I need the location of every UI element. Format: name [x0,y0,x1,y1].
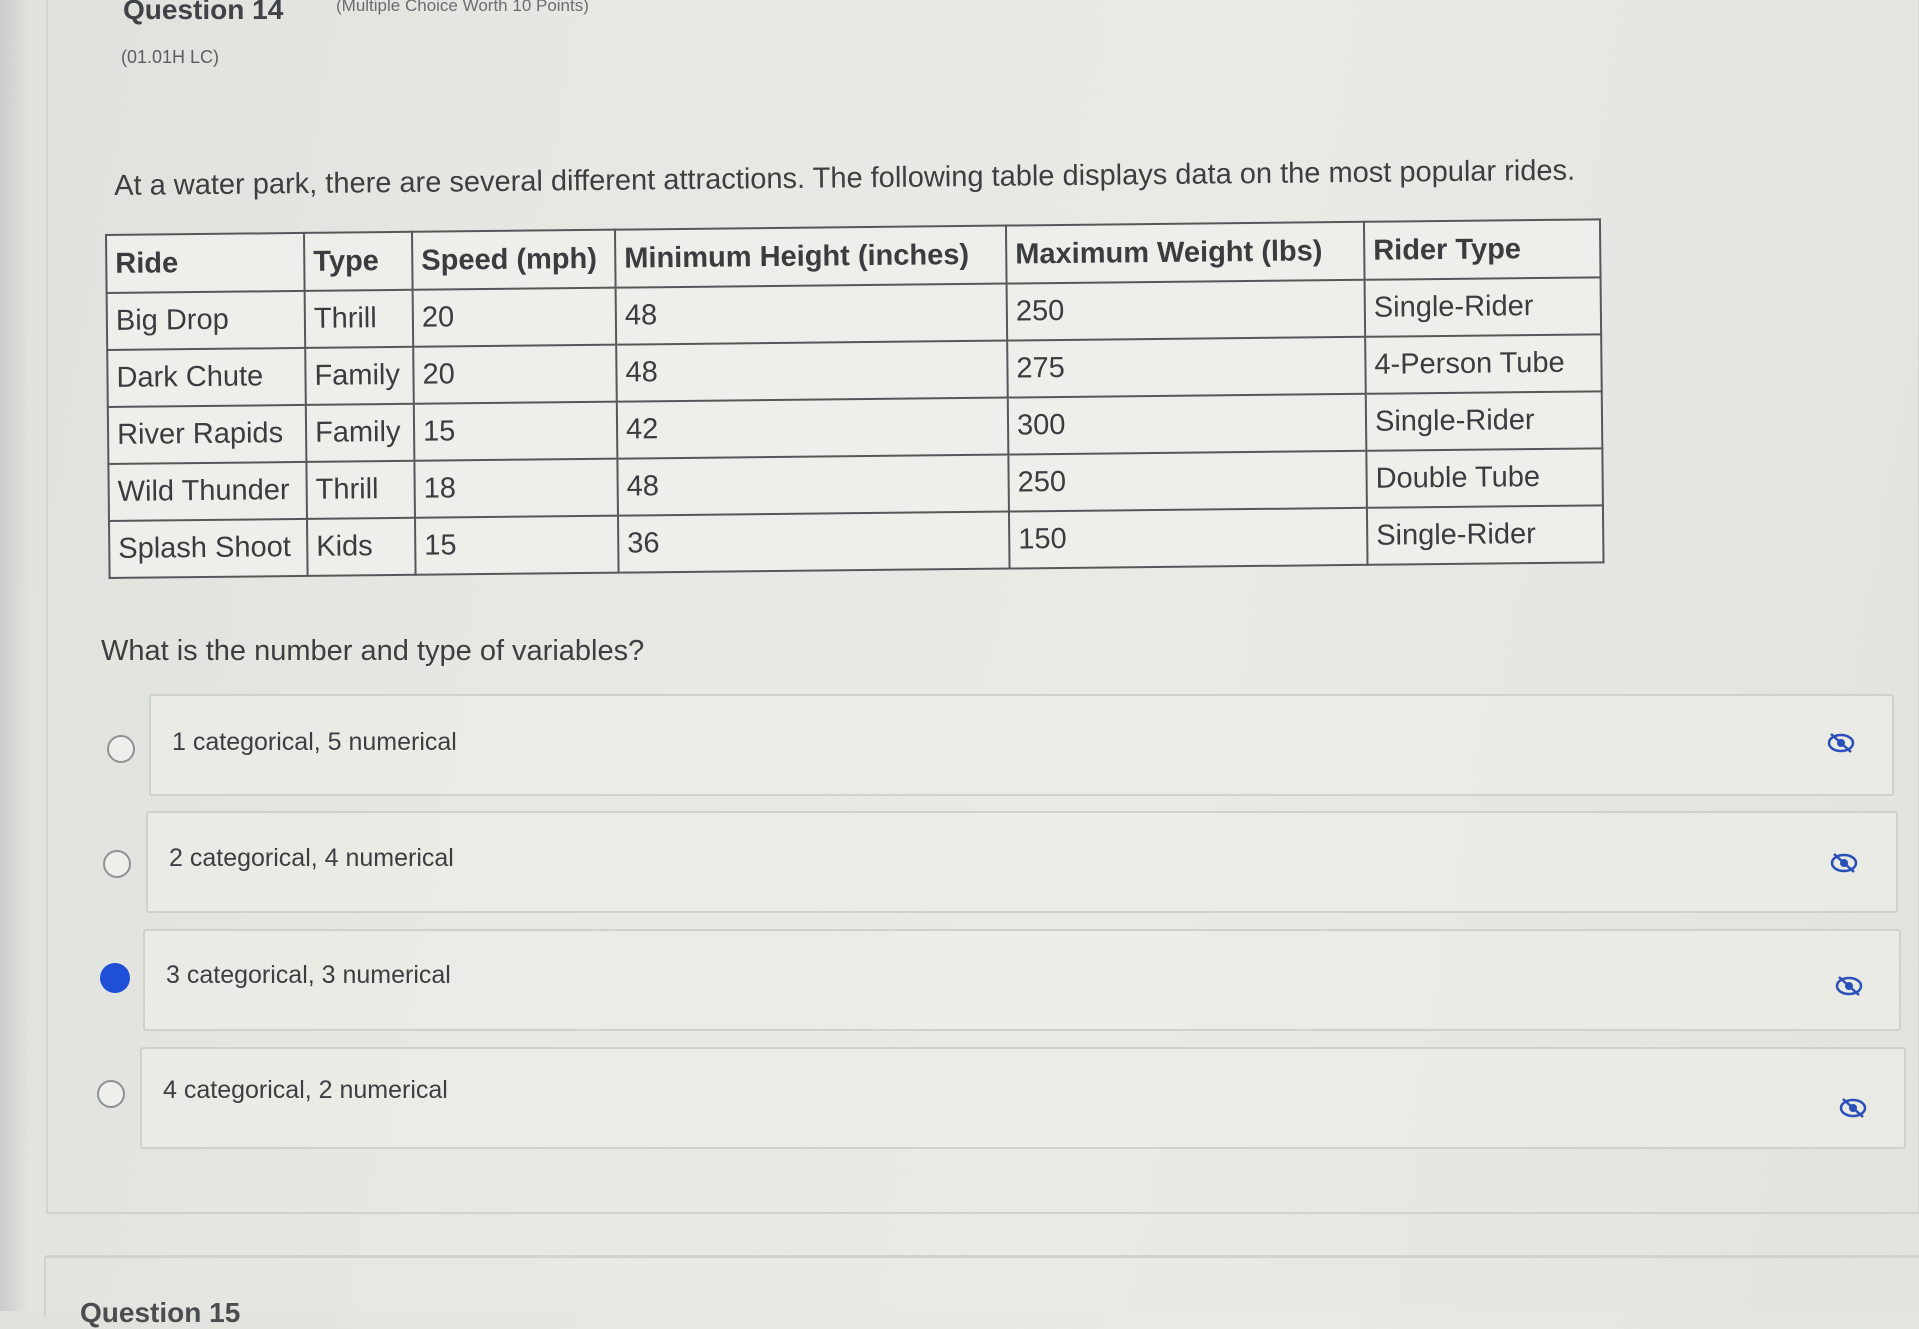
table-cell: 300 [1008,394,1367,455]
table-cell: 48 [616,341,1008,402]
table-cell: Family [305,347,414,405]
eye-slash-icon[interactable] [1826,731,1856,755]
next-question-card [44,1256,1919,1318]
option-1-radio[interactable] [107,735,135,763]
option-4-label: 4 categorical, 2 numerical [163,1076,448,1104]
table-cell: River Rapids [108,405,307,464]
table-cell: Double Tube [1366,448,1603,507]
table-cell: 250 [1007,280,1366,341]
header-speed: Speed (mph) [412,230,616,290]
table-cell: Thrill [305,290,414,348]
table-cell: 18 [414,459,618,518]
table-cell: 48 [617,455,1009,516]
table-cell: Single-Rider [1367,505,1604,564]
option-4-radio[interactable] [97,1080,125,1108]
header-min-height: Minimum Height (inches) [615,226,1007,288]
question-code: (01.01H LC) [121,47,220,67]
table-cell: Family [306,404,415,462]
next-question-title: Question 15 [80,1297,241,1328]
table-cell: Splash Shoot [109,519,308,578]
question-ask: What is the number and type of variables? [101,635,645,667]
table-cell: Dark Chute [107,348,306,407]
table-cell: 275 [1007,337,1366,398]
question-worth: (Multiple Choice Worth 10 Points) [336,0,589,15]
option-1-label: 1 categorical, 5 numerical [172,728,457,756]
table-cell: Single-Rider [1365,277,1602,336]
option-4-box[interactable] [140,1047,1906,1149]
header-max-weight: Maximum Weight (lbs) [1006,222,1365,284]
table-cell: Thrill [306,461,415,519]
table-cell: 42 [617,398,1009,459]
option-2-radio[interactable] [103,850,131,878]
option-1-box[interactable] [149,694,1894,796]
table-cell: 20 [413,345,617,404]
left-edge-shadow [0,0,28,1311]
header-rider-type: Rider Type [1364,219,1601,279]
table-cell: Big Drop [107,291,306,350]
option-3-radio-selected[interactable] [100,963,130,993]
table-cell: 15 [415,516,619,575]
table-cell: 15 [414,402,618,461]
table-cell: 36 [618,512,1010,573]
table-cell: 250 [1008,451,1367,512]
table-cell: Kids [307,518,416,576]
eye-slash-icon[interactable] [1838,1096,1868,1120]
table-cell: 20 [413,288,617,347]
option-3-box[interactable] [143,929,1901,1031]
header-ride: Ride [106,233,305,293]
option-3-label: 3 categorical, 3 numerical [166,961,451,989]
eye-slash-icon[interactable] [1834,974,1864,998]
option-2-box[interactable] [146,811,1898,913]
option-2-label: 2 categorical, 4 numerical [169,844,454,872]
eye-slash-icon[interactable] [1829,851,1859,875]
rides-table-wrapper [105,218,1605,579]
rides-table [105,218,1605,579]
table-cell: Wild Thunder [108,462,307,521]
table-cell: 4-Person Tube [1365,334,1602,393]
table-cell: 150 [1009,508,1368,569]
header-type: Type [304,232,413,291]
table-cell: 48 [616,284,1008,345]
table-cell: Single-Rider [1366,391,1603,450]
question-title: Question 14 [123,0,284,25]
question-prompt: At a water park, there are several different attractions. The following table displays data on the most popular rides. [114,154,1576,202]
